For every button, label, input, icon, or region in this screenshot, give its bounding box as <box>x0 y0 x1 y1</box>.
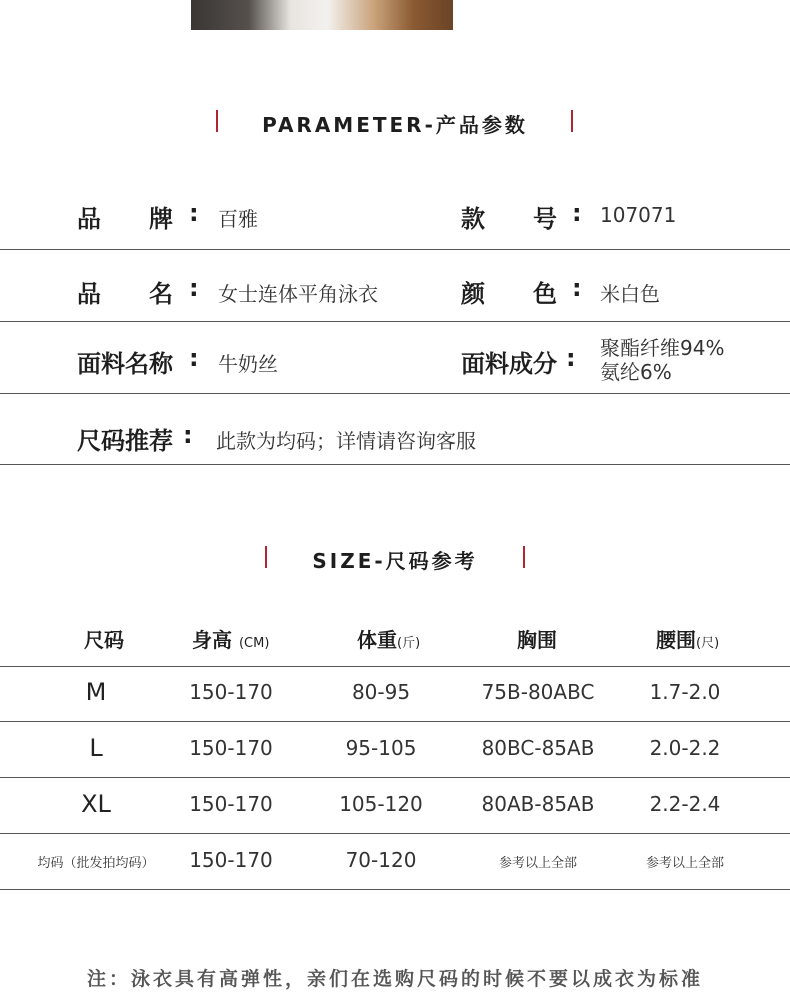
fabric-composition-value <box>600 336 724 384</box>
cell-height: 150-170 <box>189 736 273 760</box>
param-row-fabric <box>0 322 790 394</box>
table-row <box>0 666 790 722</box>
cell-bust: 80BC-85AB <box>481 736 595 760</box>
model-colon: : <box>572 199 582 227</box>
fabric-name-value: 牛奶丝 <box>218 352 278 376</box>
size-recommend-colon: : <box>183 421 193 449</box>
name-label: 品 名 <box>77 280 173 308</box>
cell-waist: 1.7-2.0 <box>649 680 721 704</box>
header-size: 尺码 <box>84 628 124 652</box>
cell-size: M <box>85 678 107 706</box>
composition-line-1: 聚酯纤维94% <box>600 336 725 360</box>
name-value: 女士连体平角泳衣 <box>218 282 378 306</box>
fabric-name-colon: : <box>189 344 199 372</box>
header-weight-label: 体重 <box>357 628 397 652</box>
header-height-unit: (CM) <box>238 636 270 651</box>
size-recommend-value: 此款为均码；详情请咨询客服 <box>216 429 476 453</box>
name-colon: : <box>189 274 199 302</box>
cell-bust: 75B-80ABC <box>481 680 595 704</box>
color-value: 米白色 <box>600 282 660 306</box>
color-colon: : <box>572 274 582 302</box>
header-weight-unit: (斤) <box>397 636 421 651</box>
size-title-text: SIZE-尺码参考 <box>312 549 478 573</box>
table-row <box>0 834 790 890</box>
cell-weight: 95-105 <box>345 736 417 760</box>
parameter-title-text: PARAMETER-产品参数 <box>262 113 528 137</box>
cell-size: XL <box>81 790 111 818</box>
model-label: 款 号 <box>461 205 557 233</box>
size-title <box>0 544 790 574</box>
title-bar-right <box>523 546 525 568</box>
cell-size: 均码（批发拍均码） <box>37 856 155 871</box>
color-label: 颜 色 <box>461 280 557 308</box>
cell-bust: 80AB-85AB <box>481 792 595 816</box>
cell-waist: 2.0-2.2 <box>649 736 721 760</box>
cell-height: 150-170 <box>189 792 273 816</box>
cell-height: 150-170 <box>189 848 273 872</box>
row-divider <box>0 464 790 465</box>
fabric-composition-colon: : <box>566 344 576 372</box>
size-note: 注：泳衣具有高弹性，亲们在选购尺码的时候不要以成衣为标准 <box>86 968 703 990</box>
cell-weight: 70-120 <box>345 848 417 872</box>
table-row <box>0 722 790 778</box>
size-table-header <box>0 610 790 667</box>
header-bust: 胸围 <box>517 628 557 652</box>
product-photo <box>191 0 453 30</box>
header-height-label: 身高 <box>192 628 232 652</box>
param-row-name <box>0 250 790 322</box>
brand-label: 品 牌 <box>77 205 173 233</box>
parameter-title <box>0 108 790 138</box>
cell-size: L <box>89 734 103 762</box>
cell-waist: 2.2-2.4 <box>649 792 721 816</box>
model-value: 107071 <box>600 203 677 227</box>
header-weight <box>357 624 420 653</box>
cell-weight: 105-120 <box>339 792 423 816</box>
header-waist-unit: (尺) <box>696 636 720 651</box>
title-bar-right <box>571 110 573 132</box>
cell-weight: 80-95 <box>351 680 411 704</box>
param-row-brand <box>0 178 790 250</box>
composition-line-2: 氨纶6% <box>600 360 672 384</box>
brand-value: 百雅 <box>218 207 258 231</box>
cell-waist: 参考以上全部 <box>645 856 724 871</box>
size-recommend-label: 尺码推荐 <box>77 427 173 455</box>
table-row <box>0 778 790 834</box>
cell-height: 150-170 <box>189 680 273 704</box>
header-waist-label: 腰围 <box>656 628 696 652</box>
fabric-composition-label: 面料成分 <box>461 350 557 378</box>
fabric-name-label: 面料名称 <box>77 350 173 378</box>
cell-bust: 参考以上全部 <box>498 856 577 871</box>
header-waist <box>656 624 719 653</box>
header-height <box>192 624 269 653</box>
brand-colon: : <box>189 199 199 227</box>
param-row-size-recommend <box>0 394 790 465</box>
